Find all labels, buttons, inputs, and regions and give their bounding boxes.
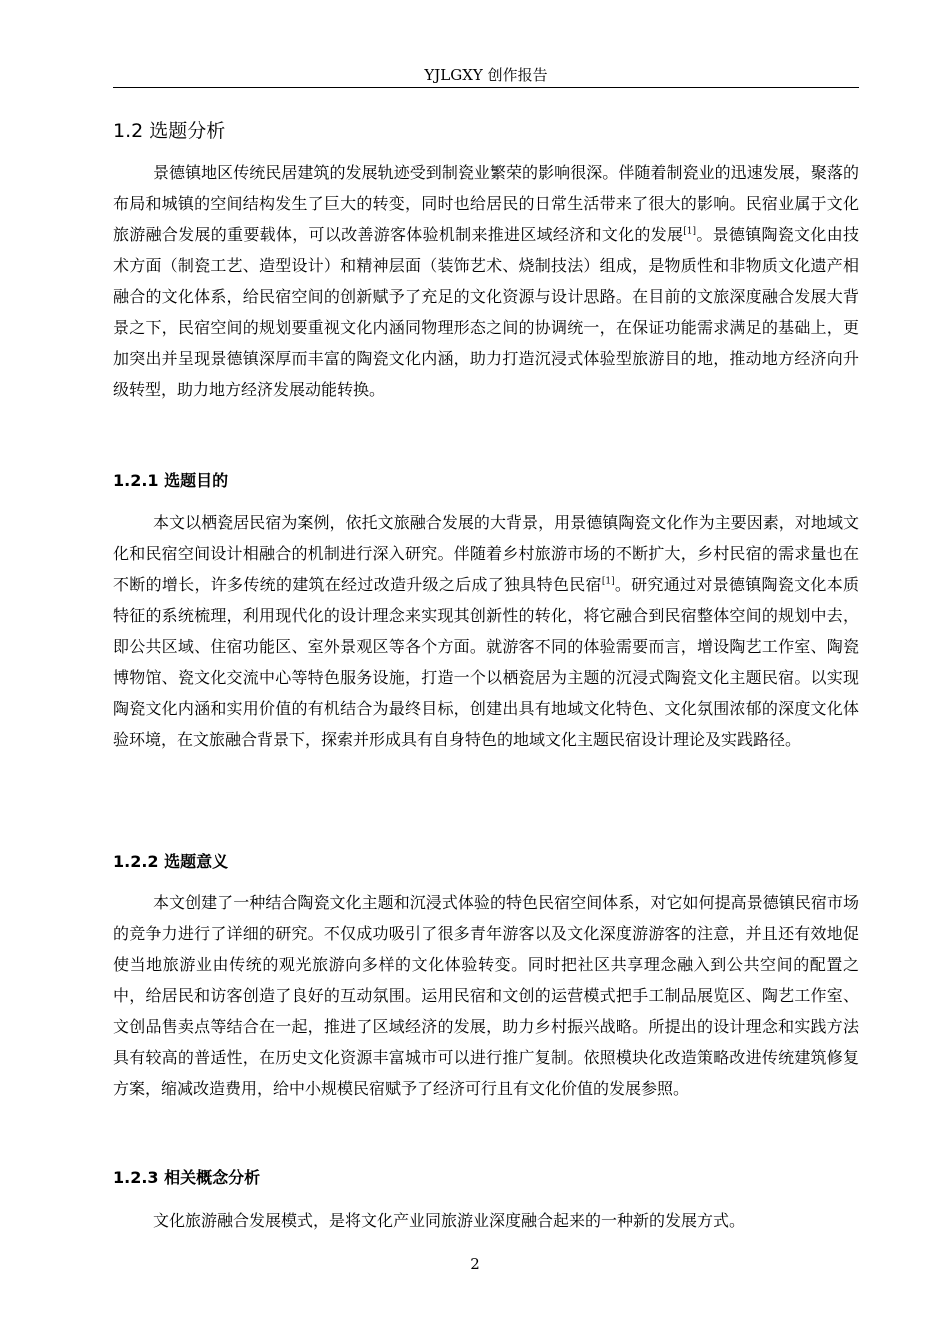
page-number: 2 [470, 1255, 480, 1273]
page-header: YJLGXY 创作报告 [113, 66, 859, 88]
citation-marker: [1] [683, 226, 697, 237]
section-heading: 1.2 选题分析 [113, 120, 226, 142]
paragraph-text: 本文以栖瓷居民宿为案例，依托文旅融合发展的大背景，用景德镇陶瓷文化作为主要因素，对地域文化和民宿空间设计相融合的机制进行深入研究。伴随着乡村旅游市场的不断扩大，乡村民宿的需求量也在不断的增长，许多传统的建筑在经过改造升级之后成了独具特色民宿 [113, 513, 859, 594]
citation-marker: [1] [601, 576, 615, 587]
purpose-paragraph [113, 507, 859, 755]
paragraph-text: 本文创建了一种结合陶瓷文化主题和沉浸式体验的特色民宿空间体系，对它如何提高景德镇民宿市场的竞争力进行了详细的研究。不仅成功吸引了很多青年游客以及文化深度游游客的注意，并且还有效地促使当地旅游业由传统的观光旅游向多样的文化体验转变。同时把社区共享理念融入到公共空间的配置之中，给居民和访客创造了良好的互动氛围。运用民宿和文创的运营模式把手工制品展览区、陶艺工作室、文创品售卖点等结合在一起，推进了区域经济的发展，助力乡村振兴战略。所提出的设计理念和实践方法具有较高的普适性，在历史文化资源丰富城市可以进行推广复制。依照模块化改造策略改进传统建筑修复方案，缩减改造费用，给中小规模民宿赋予了经济可行且有文化价值的发展参照。 [113, 893, 859, 1098]
paragraph-text: 。景德镇陶瓷文化由技术方面（制瓷工艺、造型设计）和精神层面（装饰艺术、烧制技法）组成，是物质性和非物质文化遗产相融合的文化体系，给民宿空间的创新赋予了充足的文化资源与设计思路。在目前的文旅深度融合发展大背景之下，民宿空间的规划要重视文化内涵同物理形态之间的协调统一，在保证功能需求满足的基础上，更加突出并呈现景德镇深厚而丰富的陶瓷文化内涵，助力打造沉浸式体验型旅游目的地，推动地方经济向升级转型，助力地方经济发展动能转换。 [113, 225, 859, 399]
significance-paragraph [113, 887, 859, 1104]
section-intro-paragraph [113, 157, 859, 405]
paragraph-text: 。研究通过对景德镇陶瓷文化本质特征的系统梳理，利用现代化的设计理念来实现其创新性的转化，将它融合到民宿整体空间的规划中去，即公共区域、住宿功能区、室外景观区等各个方面。就游客不同的体验需要而言，增设陶艺工作室、陶瓷博物馆、瓷文化交流中心等特色服务设施，打造一个以栖瓷居为主题的沉浸式陶瓷文化主题民宿。以实现陶瓷文化内涵和实用价值的有机结合为最终目标，创建出具有地域文化特色、文化氛围浓郁的深度文化体验环境，在文旅融合背景下，探索并形成具有自身特色的地域文化主题民宿设计理论及实践路径。 [113, 575, 859, 749]
subsection-heading-purpose: 1.2.1 选题目的 [113, 471, 229, 490]
subsection-heading-concepts: 1.2.3 相关概念分析 [113, 1168, 261, 1187]
concepts-paragraph [113, 1205, 859, 1236]
paragraph-text: 文化旅游融合发展模式，是将文化产业同旅游业深度融合起来的一种新的发展方式。 [153, 1211, 746, 1230]
paragraph-text: 景德镇地区传统民居建筑的发展轨迹受到制瓷业繁荣的影响很深。伴随着制瓷业的迅速发展，聚落的布局和城镇的空间结构发生了巨大的转变，同时也给居民的日常生活带来了很大的影响。民宿业属于文化旅游融合发展的重要载体，可以改善游客体验机制来推进区域经济和文化的发展 [113, 163, 859, 244]
subsection-heading-significance: 1.2.2 选题意义 [113, 852, 229, 871]
